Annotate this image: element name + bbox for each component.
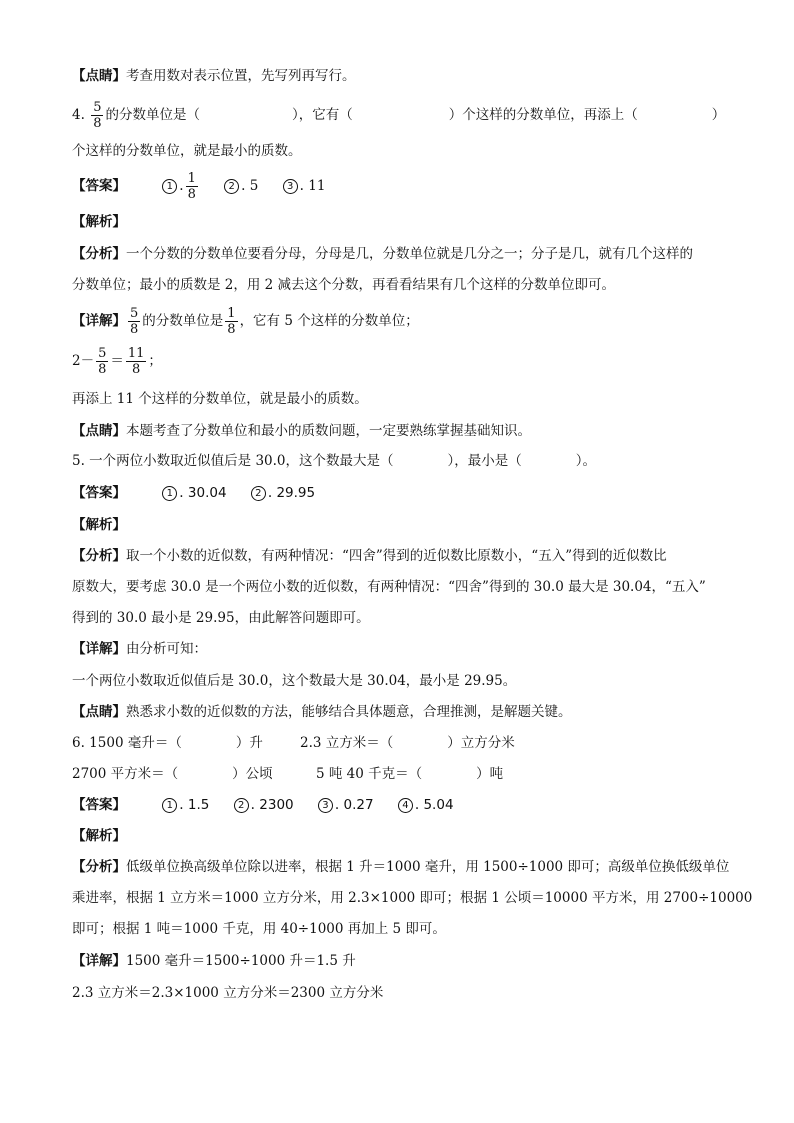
q4-dianjing: 【点睛】本题考查了分数单位和最小的质数问题，一定要熟练掌握基础知识。	[72, 423, 531, 439]
dianjing-text: 考查用数对表示位置，先写列再写行。	[126, 68, 356, 84]
circled-number-icon: 3	[318, 798, 333, 813]
q5-fenxi-line3: 得到的 30.0 最小是 29.95，由此解答问题即可。	[72, 610, 370, 626]
q6-fenxi-line2: 乘进率，根据 1 立方米＝1000 立方分米，用 2.3×1000 即可；根据 1 公顷＝10000 平方米，用 2700÷10000	[72, 890, 753, 906]
answer-tag: 【答案】	[72, 178, 126, 194]
circled-number-icon: 3	[283, 179, 298, 194]
q6-jiexi: 【解析】	[72, 828, 126, 844]
q6-xiangjie-line2: 2.3 立方米＝2.3×1000 立方分米＝2300 立方分米	[72, 985, 384, 1001]
q4-unit-fraction: $\frac{1}{8}$	[227, 306, 236, 337]
q5-dianjing: 【点睛】熟悉求小数的近似数的方法，能够结合具体题意，合理推测，是解题关键。	[72, 704, 572, 720]
circled-number-icon: 2	[251, 486, 266, 501]
q4-xiangjie-line3: 再添上 11 个这样的分数单位，就是最小的质数。	[72, 391, 368, 407]
circled-number-icon: 2	[234, 798, 249, 813]
q6-question-line1: 6. 1500 毫升＝（ ）升 2.3 立方米＝（ ）立方分米	[72, 735, 515, 751]
circled-number-icon: 1	[162, 798, 177, 813]
q4-xiangjie: 【详解】 $\frac{5}{8}$ 的分数单位是 $\frac{1}{8}$ ，它有 5 个这样的分数单位；	[72, 306, 419, 337]
q5-fenxi-line2: 原数大，要考虑 30.0 是一个两位小数的近似数，有两种情况：“四舍”得到的 30.0 最大是 30.04，“五入”	[72, 579, 706, 595]
q5-answer: 【答案】 1 . 30.04 2 . 29.95	[72, 485, 316, 501]
q5-jiexi: 【解析】	[72, 517, 126, 533]
q5-xiangjie-line2: 一个两位小数取近似值后是 30.0，这个数最大是 30.04，最小是 29.95。	[72, 673, 517, 689]
q6-answer: 【答案】 1 . 1.5 2 . 2300 3 . 0.27 4 . 5.04	[72, 797, 454, 813]
q4-answer: 【答案】 1 . $\frac{1}{8}$ 2 . 5 3 . 11	[72, 168, 734, 204]
q6-fenxi: 【分析】低级单位换高级单位除以进率，根据 1 升＝1000 毫升，用 1500÷1000 即可；高级单位换低级单位	[72, 859, 730, 875]
circled-number-icon: 1	[162, 486, 177, 501]
q4-number: 4.	[72, 107, 85, 123]
q6-question-line2: 2700 平方米＝（ ）公顷 5 吨 40 千克＝（ ）吨	[72, 766, 504, 782]
q5-question: 5. 一个两位小数取近似值后是 30.0，这个数最大是（ ），最小是（ ）。	[72, 453, 597, 469]
q5-xiangjie: 【详解】由分析可知：	[72, 641, 207, 657]
q4-fenxi-line2: 分数单位；最小的质数是 2，用 2 减去这个分数，再看看结果有几个这样的分数单位即可。	[72, 277, 616, 293]
q3-dianjing	[72, 66, 734, 86]
q4-equation: 2－ $\frac{5}{8}$ ＝ $\frac{11}{8}$ ；	[72, 346, 162, 377]
q4-fenxi: 【分析】一个分数的分数单位要看分母，分母是几，分数单位就是几分之一；分子是几，就有几个这样的	[72, 246, 693, 262]
q6-fenxi-line3: 即可；根据 1 吨＝1000 千克，用 40÷1000 再加上 5 即可。	[72, 921, 446, 937]
q4-fraction: $\frac{5}{8}$	[93, 100, 102, 131]
dianjing-tag: 【点睛】	[72, 68, 126, 84]
q4-question-line2: 个这样的分数单位，就是最小的质数。	[72, 143, 302, 159]
q4-answer-fraction: $\frac{1}{8}$	[187, 171, 196, 202]
circled-number-icon: 2	[224, 179, 239, 194]
q4-question: 4. $\frac{5}{8}$ 的分数单位是（ ），它有（ ）个这样的分数单位，再添上（ ）	[72, 100, 726, 131]
q5-fenxi: 【分析】取一个小数的近似数，有两种情况：“四舍”得到的近似数比原数小，“五入”得到的近似数比	[72, 548, 667, 564]
q4-xiangjie-fraction: $\frac{5}{8}$	[130, 306, 139, 337]
q6-xiangjie: 【详解】1500 毫升＝1500÷1000 升＝1.5 升	[72, 953, 356, 969]
circled-number-icon: 1	[162, 179, 177, 194]
q4-jiexi: 【解析】	[72, 214, 126, 230]
circled-number-icon: 4	[398, 798, 413, 813]
